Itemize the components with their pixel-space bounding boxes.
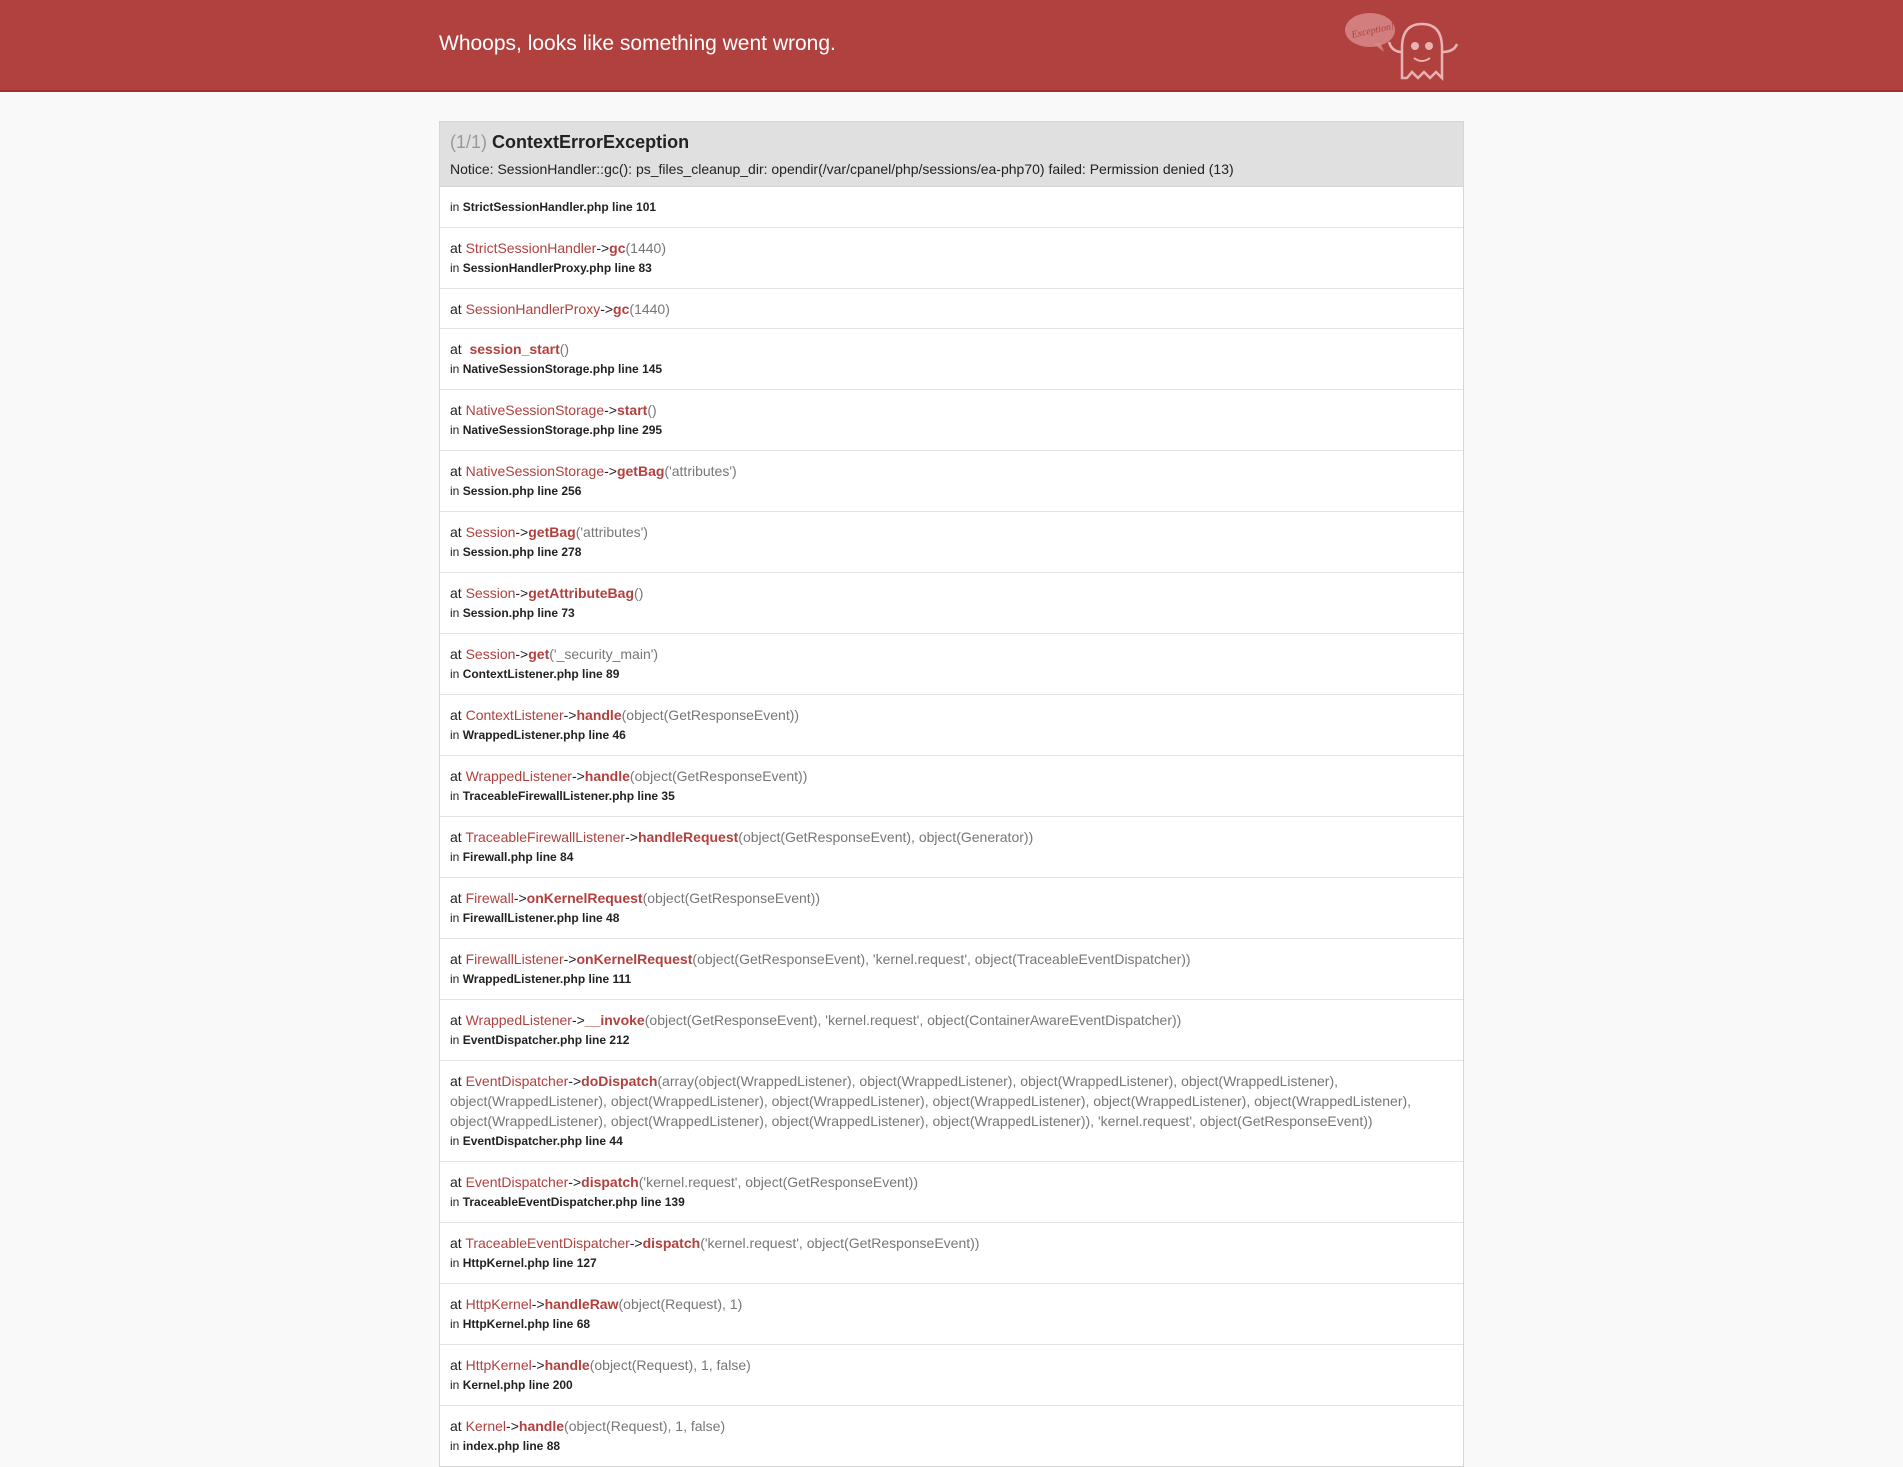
trace-class: SessionHandlerProxy [465, 301, 601, 317]
trace-location: in NativeSessionStorage.php line 145 [450, 362, 663, 376]
trace-location: in TraceableEventDispatcher.php line 139 [450, 1195, 685, 1209]
trace-item [440, 227, 1463, 288]
trace-class: HttpKernel [465, 1357, 532, 1373]
trace-location: in WrappedListener.php line 111 [450, 972, 632, 986]
trace-arrow: -> [625, 829, 638, 845]
trace-arrow: -> [515, 524, 529, 540]
trace-args: 1440 [630, 240, 662, 256]
trace-location: in FirewallListener.php line 48 [450, 911, 620, 925]
trace-args: array(object(WrappedListener), object(WrappedListener), object(WrappedListener), object(WrappedListener), object(WrappedListener), object(WrappedListener), object(WrappedListener), object(WrappedListener), object(WrappedListener), object(WrappedListener), object(WrappedListener), object(WrappedListener), object(WrappedListener), object(WrappedListener)), 'kernel.request', object(GetResponseEvent) [450, 1073, 1412, 1129]
trace-call: at NativeSessionStorage->getBag('attributes') [450, 463, 737, 479]
trace-class: FirewallListener [465, 951, 564, 967]
trace-arrow: -> [506, 1418, 519, 1434]
trace-file: FirewallListener.php line 48 [462, 911, 620, 925]
trace-function: getBag [616, 463, 665, 479]
trace-function: gc [613, 301, 630, 317]
trace-args: object(GetResponseEvent), 'kernel.request', object(ContainerAwareEventDispatcher) [649, 1012, 1177, 1028]
trace-function: doDispatch [581, 1073, 658, 1089]
trace-class: Firewall [465, 890, 514, 906]
trace-file: WrappedListener.php line 111 [462, 972, 632, 986]
trace-call: at EventDispatcher->dispatch('kernel.request', object(GetResponseEvent)) [450, 1174, 918, 1190]
trace-args: 'kernel.request', object(GetResponseEvent) [643, 1174, 914, 1190]
trace-location: in Session.php line 256 [450, 484, 582, 498]
trace-file: EventDispatcher.php line 44 [462, 1134, 623, 1148]
trace-arrow: -> [600, 301, 614, 317]
trace-class: Session [465, 524, 516, 540]
trace-location: in Kernel.php line 200 [450, 1378, 573, 1392]
trace-location: in StrictSessionHandler.php line 101 [450, 200, 657, 214]
exception-class: ContextErrorException [492, 132, 690, 152]
trace-location: in HttpKernel.php line 68 [450, 1317, 591, 1331]
trace-item [440, 755, 1463, 816]
trace-args: object(GetResponseEvent) [647, 890, 816, 906]
trace-class: NativeSessionStorage [465, 463, 605, 479]
trace-function: handleRaw [544, 1296, 619, 1312]
exception-block [439, 121, 1464, 1467]
trace-arrow: -> [563, 707, 577, 723]
trace-arrow: -> [515, 585, 529, 601]
trace-location: in HttpKernel.php line 127 [450, 1256, 597, 1270]
exception-header [440, 122, 1463, 187]
trace-args: object(Request), 1 [623, 1296, 738, 1312]
exception-title [450, 132, 1453, 153]
trace-call: at HttpKernel->handleRaw(object(Request), 1) [450, 1296, 743, 1312]
trace-item [440, 938, 1463, 999]
trace-class: TraceableEventDispatcher [465, 1235, 630, 1251]
trace-class: TraceableFirewallListener [465, 829, 626, 845]
trace-args: 'attributes' [580, 524, 644, 540]
trace-call: at Session->get('_security_main') [450, 646, 659, 662]
trace-call: at WrappedListener->handle(object(GetResponseEvent)) [450, 768, 808, 784]
exception-message: Notice: SessionHandler::gc(): ps_files_cleanup_dir: opendir(/var/cpanel/php/sessions/ea-php70) failed: Permission denied (13) [450, 161, 1234, 177]
trace-item [440, 1161, 1463, 1222]
trace-call: at ContextListener->handle(object(GetResponseEvent)) [450, 707, 800, 723]
trace-function: dispatch [642, 1235, 701, 1251]
trace-class: Kernel [465, 1418, 507, 1434]
trace-function: onKernelRequest [576, 951, 693, 967]
trace-location: in SessionHandlerProxy.php line 83 [450, 261, 652, 275]
trace-arrow: -> [513, 890, 527, 906]
trace-item [440, 450, 1463, 511]
trace-arrow: -> [563, 951, 577, 967]
trace-class: EventDispatcher [465, 1174, 569, 1190]
trace-item [440, 1405, 1463, 1466]
trace-file: NativeSessionStorage.php line 295 [462, 423, 663, 437]
header-inner [439, 0, 1464, 90]
trace-location: in NativeSessionStorage.php line 295 [450, 423, 663, 437]
trace-function: onKernelRequest [526, 890, 643, 906]
trace-location: in index.php line 88 [450, 1439, 561, 1453]
trace-call: at TraceableFirewallListener->handleRequest(object(GetResponseEvent), object(Generator)) [450, 829, 1034, 845]
trace-item [440, 999, 1463, 1060]
trace-file: Firewall.php line 84 [462, 850, 574, 864]
trace-arrow: -> [531, 1357, 545, 1373]
trace-call: at EventDispatcher->doDispatch(array(object(WrappedListener), object(WrappedListener), object(WrappedListener), object(WrappedListener), object(WrappedListener), object(WrappedListener), object(WrappedListener), object(WrappedListener), object(WrappedListener), object(WrappedListener), object(WrappedListener), object(WrappedListener), object(WrappedListener), object(WrappedListener)), 'kernel.request', object(GetResponseEvent)) [450, 1073, 1412, 1129]
trace-function: get [528, 646, 550, 662]
trace-location: in Session.php line 278 [450, 545, 582, 559]
trace-args: object(Request), 1, false [568, 1418, 721, 1434]
trace-class: StrictSessionHandler [465, 240, 597, 256]
trace-file: Kernel.php line 200 [462, 1378, 573, 1392]
trace-function: session_start [469, 341, 560, 357]
trace-arrow: -> [531, 1296, 545, 1312]
trace-call: at FirewallListener->onKernelRequest(object(GetResponseEvent), 'kernel.request', object(TraceableEventDispatcher)) [450, 951, 1191, 967]
trace-item [440, 572, 1463, 633]
trace-function: handle [576, 707, 622, 723]
trace-call: at SessionHandlerProxy->gc(1440) [450, 301, 670, 317]
trace-arrow: -> [571, 768, 585, 784]
trace-args: object(Request), 1, false [594, 1357, 747, 1373]
trace-class: Session [465, 646, 516, 662]
trace-file: HttpKernel.php line 68 [462, 1317, 591, 1331]
trace-location: in EventDispatcher.php line 44 [450, 1134, 623, 1148]
trace-file: EventDispatcher.php line 212 [462, 1033, 630, 1047]
trace-call: at HttpKernel->handle(object(Request), 1, false) [450, 1357, 751, 1373]
trace-file: SessionHandlerProxy.php line 83 [462, 261, 652, 275]
trace-class: EventDispatcher [465, 1073, 569, 1089]
trace-call: at Firewall->onKernelRequest(object(GetResponseEvent)) [450, 890, 821, 906]
trace-function: __invoke [584, 1012, 645, 1028]
trace-function: getBag [528, 524, 576, 540]
trace-item [440, 288, 1463, 328]
trace-arrow: -> [596, 240, 610, 256]
trace-item [440, 1222, 1463, 1283]
trace-function: start [616, 402, 648, 418]
trace-location: in Session.php line 73 [450, 606, 575, 620]
trace-function: handle [518, 1418, 565, 1434]
trace-location: in ContextListener.php line 89 [450, 667, 620, 681]
trace-function: handleRequest [637, 829, 739, 845]
trace-args: object(GetResponseEvent) [626, 707, 795, 723]
trace-args: '_security_main' [553, 646, 654, 662]
trace-args: 'kernel.request', object(GetResponseEvent) [704, 1235, 975, 1251]
trace-function: getAttributeBag [528, 585, 635, 601]
trace-call: at WrappedListener->__invoke(object(GetResponseEvent), 'kernel.request', object(ContainerAwareEventDispatcher)) [450, 1012, 1182, 1028]
trace-arrow: -> [604, 463, 617, 479]
trace-location: in EventDispatcher.php line 212 [450, 1033, 630, 1047]
trace-item [440, 816, 1463, 877]
trace-arrow: -> [568, 1174, 582, 1190]
trace-item [440, 389, 1463, 450]
trace-args: 'attributes' [669, 463, 733, 479]
trace-arrow: -> [604, 402, 617, 418]
trace-item [440, 187, 1463, 227]
trace-call: at Kernel->handle(object(Request), 1, false) [450, 1418, 726, 1434]
trace-call: at Session->getBag('attributes') [450, 524, 648, 540]
stack-trace [440, 187, 1463, 1466]
trace-class: WrappedListener [465, 768, 572, 784]
ghost-mascot-icon [1344, 8, 1464, 84]
trace-file: Session.php line 278 [462, 545, 582, 559]
trace-item [440, 694, 1463, 755]
trace-class: NativeSessionStorage [465, 402, 605, 418]
trace-item [440, 1283, 1463, 1344]
trace-arrow: -> [515, 646, 529, 662]
trace-call: at session_start() [450, 341, 570, 357]
trace-args: object(GetResponseEvent), 'kernel.request', object(TraceableEventDispatcher) [697, 951, 1186, 967]
trace-function: gc [609, 240, 626, 256]
trace-class: Session [465, 585, 516, 601]
trace-location: in Firewall.php line 84 [450, 850, 574, 864]
page-title: Whoops, looks like something went wrong. [439, 32, 836, 55]
trace-file: ContextListener.php line 89 [462, 667, 620, 681]
trace-location: in TraceableFirewallListener.php line 35 [450, 789, 675, 803]
trace-class: WrappedListener [465, 1012, 572, 1028]
trace-arrow: -> [568, 1073, 582, 1089]
trace-file: Session.php line 256 [462, 484, 582, 498]
trace-arrow: -> [571, 1012, 585, 1028]
trace-file: WrappedListener.php line 46 [462, 728, 626, 742]
trace-call: at TraceableEventDispatcher->dispatch('kernel.request', object(GetResponseEvent)) [450, 1235, 980, 1251]
trace-item [440, 877, 1463, 938]
logo-bubble-text: Exception! [1350, 21, 1396, 41]
trace-call: at Session->getAttributeBag() [450, 585, 644, 601]
trace-item [440, 1060, 1463, 1161]
trace-arrow: -> [629, 1235, 643, 1251]
trace-location: in WrappedListener.php line 46 [450, 728, 626, 742]
trace-file: Session.php line 73 [462, 606, 575, 620]
trace-file: index.php line 88 [462, 1439, 561, 1453]
trace-file: TraceableFirewallListener.php line 35 [462, 789, 675, 803]
trace-file: TraceableEventDispatcher.php line 139 [462, 1195, 685, 1209]
trace-item [440, 511, 1463, 572]
trace-item [440, 1344, 1463, 1405]
trace-function: dispatch [581, 1174, 639, 1190]
trace-file: NativeSessionStorage.php line 145 [462, 362, 663, 376]
trace-file: HttpKernel.php line 127 [462, 1256, 597, 1270]
error-header [0, 0, 1903, 92]
trace-item [440, 328, 1463, 389]
trace-call: at NativeSessionStorage->start() [450, 402, 657, 418]
trace-file: StrictSessionHandler.php line 101 [462, 200, 657, 214]
trace-function: handle [584, 768, 630, 784]
exception-count: (1/1) [450, 132, 488, 152]
trace-function: handle [544, 1357, 590, 1373]
trace-args: object(GetResponseEvent), object(Generator) [742, 829, 1029, 845]
trace-item [440, 633, 1463, 694]
trace-class: ContextListener [465, 707, 564, 723]
trace-class: HttpKernel [465, 1296, 532, 1312]
trace-args: 1440 [634, 301, 666, 317]
trace-call: at StrictSessionHandler->gc(1440) [450, 240, 666, 256]
trace-args: object(GetResponseEvent) [634, 768, 803, 784]
